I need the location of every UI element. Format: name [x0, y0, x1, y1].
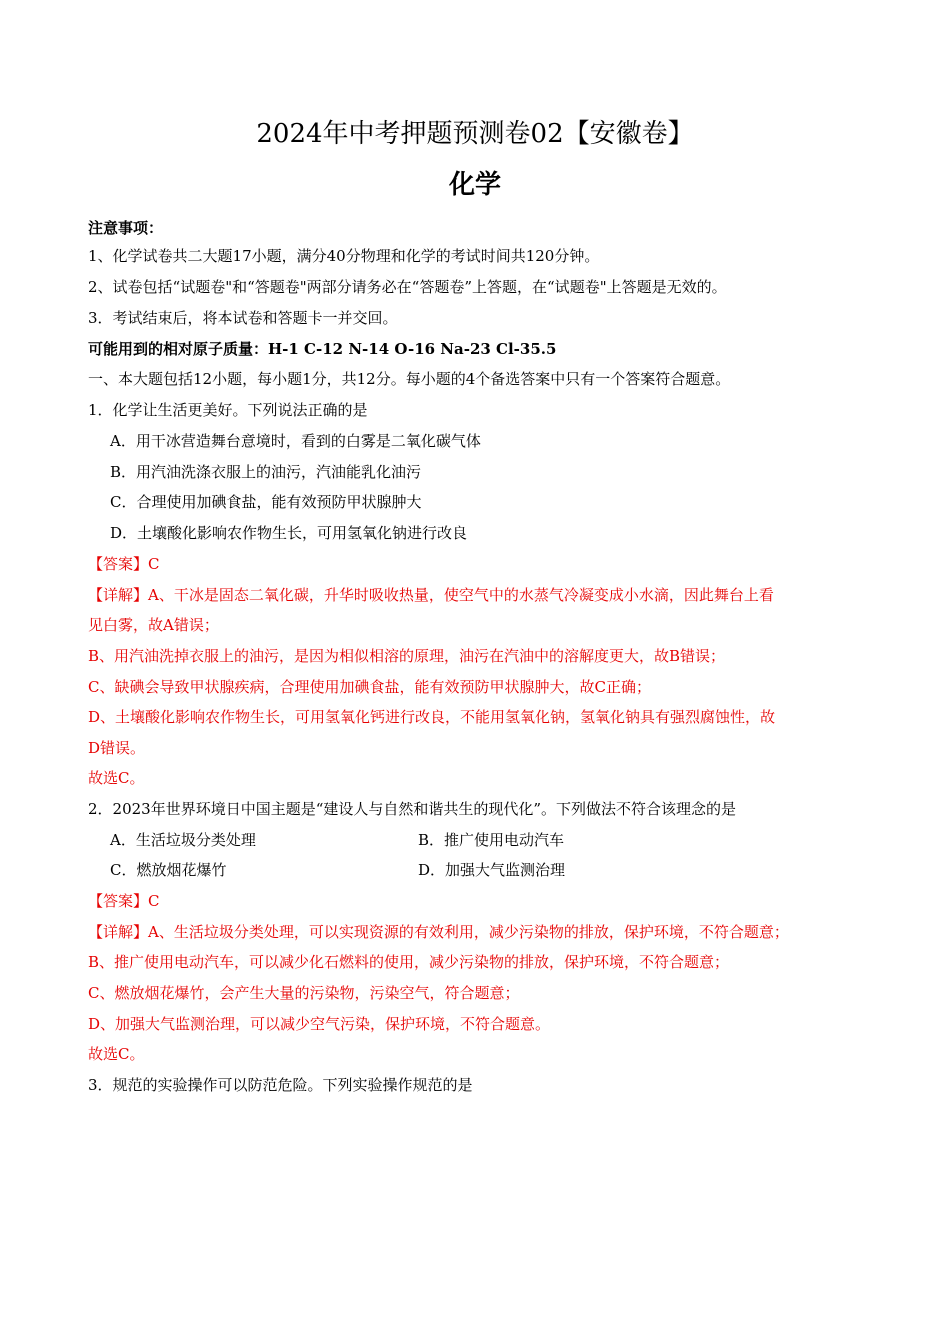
question-1-option-a: A．用干冰营造舞台意境时，看到的白雾是二氧化碳气体 [110, 432, 481, 450]
question-2-explain: 【详解】A、生活垃圾分类处理，可以实现资源的有效利用，减少污染物的排放，保护环境，不符合题意； [88, 923, 789, 941]
question-1-explain: 【详解】A、干冰是固态二氧化碳，升华时吸收热量，使空气中的水蒸气冷凝变成小水滴，因此舞台上看 [88, 586, 774, 604]
question-2-option-b: B．推广使用电动汽车 [418, 831, 565, 849]
question-2-explain: D、加强大气监测治理，可以减少空气污染，保护环境，不符合题意。 [88, 1015, 551, 1033]
question-2-explain: B、推广使用电动汽车，可以减少化石燃料的使用，减少污染物的排放，保护环境，不符合题意； [88, 953, 730, 971]
question-1-explain: B、用汽油洗掉衣服上的油污，是因为相似相溶的原理，油污在汽油中的溶解度更大，故B错误； [88, 647, 726, 665]
atomic-masses: 可能用到的相对原子质量：H-1 C-12 N-14 O-16 Na-23 Cl-35.5 [88, 340, 557, 358]
question-1-option-b: B．用汽油洗涤衣服上的油污，汽油能乳化油污 [110, 463, 422, 481]
question-3-stem: 3．规范的实验操作可以防范危险。下列实验操作规范的是 [88, 1076, 473, 1094]
subject-title: 化学 [448, 170, 501, 200]
question-1-stem: 1．化学让生活更美好。下列说法正确的是 [88, 401, 368, 419]
question-1-explain: D、土壤酸化影响农作物生长，可用氢氧化钙进行改良，不能用氢氧化钠，氢氧化钠具有强烈腐蚀性，故 [88, 708, 776, 726]
page-title: 2024年中考押题预测卷02【安徽卷】 [256, 119, 694, 149]
question-1-option-c: C．合理使用加碘食盐，能有效预防甲状腺肿大 [110, 493, 422, 511]
question-1-explain: 见白雾，故A错误； [88, 616, 219, 634]
question-1-answer: 【答案】C [88, 555, 160, 573]
question-2-answer: 【答案】C [88, 892, 160, 910]
question-2-stem: 2．2023年世界环境日中国主题是“建设人与自然和谐共生的现代化”。下列做法不符合该理念的是 [88, 800, 737, 818]
question-2-option-a: A．生活垃圾分类处理 [110, 831, 256, 849]
question-2-conclusion: 故选C。 [88, 1045, 145, 1063]
notice-item: 3．考试结束后，将本试卷和答题卡一并交回。 [88, 309, 398, 327]
notice-heading: 注意事项： [88, 219, 164, 237]
question-1-option-d: D．土壤酸化影响农作物生长，可用氢氧化钠进行改良 [110, 524, 468, 542]
notice-item: 1、化学试卷共二大题17小题，满分40分物理和化学的考试时间共120分钟。 [88, 247, 600, 265]
question-2-option-d: D．加强大气监测治理 [418, 861, 566, 879]
question-1-explain: D错误。 [88, 739, 146, 757]
question-1-conclusion: 故选C。 [88, 769, 145, 787]
question-2-option-c: C．燃放烟花爆竹 [110, 861, 227, 879]
question-2-explain: C、燃放烟花爆竹，会产生大量的污染物，污染空气，符合题意； [88, 984, 520, 1002]
section-intro: 一、本大题包括12小题，每小题1分，共12分。每小题的4个备选答案中只有一个答案符合题意。 [88, 370, 731, 388]
question-1-explain: C、缺碘会导致甲状腺疾病，合理使用加碘食盐，能有效预防甲状腺肿大，故C正确； [88, 678, 651, 696]
notice-item: 2、试卷包括“试题卷"和“答题卷"两部分请务必在“答题卷”上答题，在“试题卷"上答题是无效的。 [88, 278, 727, 296]
